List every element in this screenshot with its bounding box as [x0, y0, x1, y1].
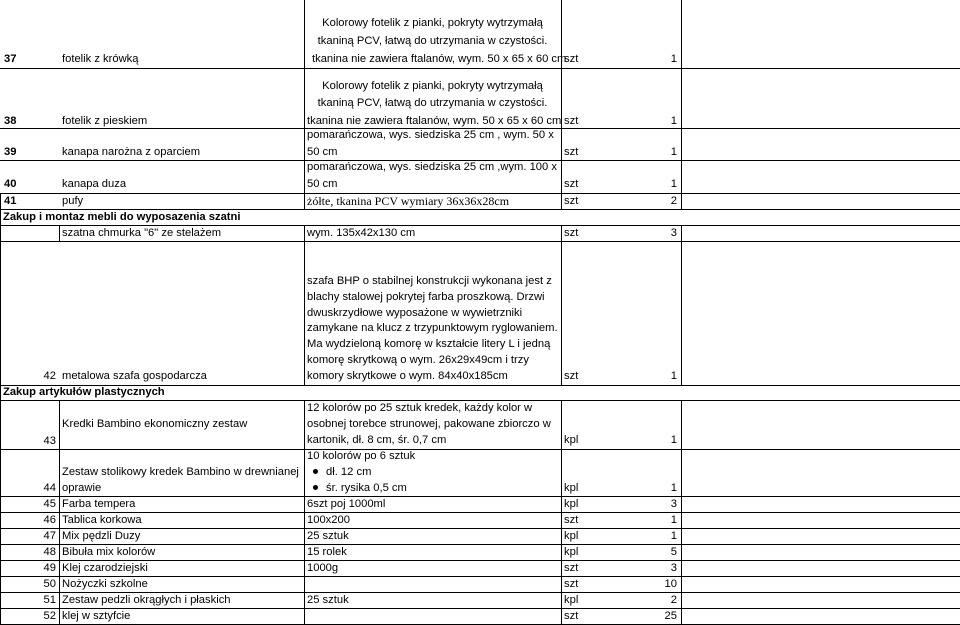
row-number: 52: [43, 610, 56, 622]
item-name: kanapa duza: [62, 178, 127, 190]
item-name-line: Zestaw stolikowy kredek Bambino w drewnianej: [62, 466, 299, 478]
item-description: 6szt poj 1000ml: [307, 498, 386, 510]
row-number: 42: [43, 370, 56, 382]
item-quantity: 10: [664, 578, 677, 590]
item-quantity: 1: [670, 115, 677, 127]
item-description-line: tkaniną PCV, łatwą do utrzymania w czystości.: [317, 35, 548, 47]
item-description: 25 sztuk: [307, 530, 349, 542]
item-description-line: Kolorowy fotelik z pianki, pokryty wytrzymałą: [322, 80, 543, 92]
bullet-icon: [313, 469, 318, 474]
item-quantity: 5: [670, 546, 677, 558]
item-description-line: zamykane na klucz z trzypunktowym ryglowaniem.: [307, 322, 558, 334]
item-unit: kpl: [564, 434, 579, 446]
item-quantity: 3: [670, 227, 677, 239]
section-heading: Zakup i montaz mebli do wyposazenia szatni: [3, 211, 241, 223]
item-description-line: 50 cm: [307, 146, 338, 158]
row-number: 40: [4, 178, 17, 190]
item-unit: szt: [564, 370, 579, 382]
item-name-line: oprawie: [62, 482, 102, 494]
item-quantity: 1: [670, 53, 677, 65]
row-number: 38: [4, 115, 17, 127]
item-unit: kpl: [564, 482, 579, 494]
item-name: Zestaw pedzli okrągłych i płaskich: [62, 594, 231, 606]
item-quantity: 1: [670, 146, 677, 158]
row-number: 46: [43, 514, 56, 526]
item-description-line: komorę skrytkową o wym. 26x29x49cm i trzy: [307, 354, 529, 366]
item-description-line: Kolorowy fotelik z pianki, pokryty wytrzymałą: [322, 17, 543, 29]
item-description-line: dwuskrzydłowe wyposażone w wywietrzniki: [307, 307, 523, 319]
item-description-line: osobnej torebce strunowej, pakowane zbiorczo w: [307, 418, 551, 430]
item-quantity: 2: [670, 195, 677, 207]
row-number: 44: [43, 482, 56, 494]
item-name: Mix pędzli Duzy: [62, 530, 141, 542]
item-name: Klej czarodziejski: [62, 562, 148, 574]
item-quantity: 2: [670, 594, 677, 606]
item-quantity: 3: [670, 562, 677, 574]
item-unit: szt: [564, 115, 579, 127]
item-description-line: 12 kolorów po 25 sztuk kredek, każdy kolor w: [307, 402, 533, 414]
item-unit: kpl: [564, 530, 579, 542]
item-unit: szt: [564, 195, 579, 207]
item-description-line: pomarańczowa, wys. siedziska 25 cm ,wym. 100 x: [307, 161, 557, 173]
row-number: 37: [4, 53, 17, 65]
bullet-item: śr. rysika 0,5 cm: [307, 481, 407, 497]
item-unit: szt: [564, 178, 579, 190]
item-description-line: tkanina nie zawiera ftalanów, wym. 50 x 65 x 60 cm: [312, 53, 567, 65]
item-description: 15 rolek: [307, 546, 347, 558]
item-quantity: 3: [670, 498, 677, 510]
item-unit: kpl: [564, 546, 579, 558]
item-name: pufy: [62, 195, 84, 207]
item-unit: szt: [564, 578, 579, 590]
row-number: 50: [43, 578, 56, 590]
item-description: 100x200: [307, 514, 350, 526]
row-number: 47: [43, 530, 56, 542]
item-quantity: 1: [670, 514, 677, 526]
item-name: Tablica korkowa: [62, 514, 142, 526]
item-description-line: kartonik, dł. 8 cm, śr. 0,7 cm: [307, 434, 447, 446]
item-quantity: 1: [670, 482, 677, 494]
item-unit: szt: [564, 227, 579, 239]
item-unit: kpl: [564, 498, 579, 510]
item-name: Farba tempera: [62, 498, 136, 510]
item-quantity: 1: [670, 530, 677, 542]
item-name: klej w sztyfcie: [62, 610, 131, 622]
item-description: wym. 135x42x130 cm: [307, 227, 416, 239]
item-description-line: 50 cm: [307, 178, 338, 190]
item-description-line: Ma wydzieloną komorę w kształcie litery L i jedną: [307, 338, 551, 350]
item-description-line: tkaniną PCV, łatwą do utrzymania w czystości.: [317, 97, 548, 109]
item-name: kanapa narożna z oparciem: [62, 146, 201, 158]
row-number: 43: [43, 435, 56, 447]
row-number: 49: [43, 562, 56, 574]
item-quantity: 1: [670, 178, 677, 190]
item-quantity: 25: [664, 610, 677, 622]
item-unit: szt: [564, 514, 579, 526]
item-quantity: 1: [670, 434, 677, 446]
item-description-line: pomarańczowa, wys. siedziska 25 cm , wym. 50 x: [307, 129, 554, 141]
item-name: Nożyczki szkolne: [62, 578, 148, 590]
item-name: szatna chmurka "6" ze stelażem: [62, 227, 222, 239]
bullet-icon: [313, 485, 318, 490]
row-number: 45: [43, 498, 56, 510]
item-name: fotelik z krówką: [62, 53, 139, 65]
item-unit: szt: [564, 146, 579, 158]
item-description-line: szafa BHP o stabilnej konstrukcji wykonana jest z: [307, 275, 552, 287]
item-description-line: tkanina nie zawiera ftalanów, wym. 50 x 65 x 60 cm: [307, 115, 562, 127]
row-number: 51: [43, 594, 56, 606]
item-description-line: komory skrytkowe o wym. 84x40x185cm: [307, 370, 508, 382]
row-number: 41: [4, 195, 17, 207]
item-description: 25 sztuk: [307, 594, 349, 606]
item-unit: szt: [564, 53, 579, 65]
item-unit: szt: [564, 562, 579, 574]
item-description: 1000g: [307, 562, 339, 574]
item-description-line: 10 kolorów po 6 sztuk: [307, 450, 416, 462]
section-heading: Zakup artykułów plastycznych: [3, 386, 165, 398]
item-unit: szt: [564, 610, 579, 622]
row-number: 39: [4, 146, 17, 158]
row-number: 48: [43, 546, 56, 558]
item-unit: kpl: [564, 594, 579, 606]
item-name: fotelik z pieskiem: [62, 115, 148, 127]
item-description-line: blachy stalowej pokrytej farba proszkową. Drzwi: [307, 291, 545, 303]
item-name: Kredki Bambino ekonomiczny zestaw: [62, 418, 248, 430]
bullet-item: dł. 12 cm: [307, 465, 371, 481]
item-name: metalowa szafa gospodarcza: [62, 370, 207, 382]
item-name: Bibuła mix kolorów: [62, 546, 156, 558]
item-quantity: 1: [670, 370, 677, 382]
item-description: żółte, tkanina PCV wymiary 36x36x28cm: [307, 194, 510, 208]
